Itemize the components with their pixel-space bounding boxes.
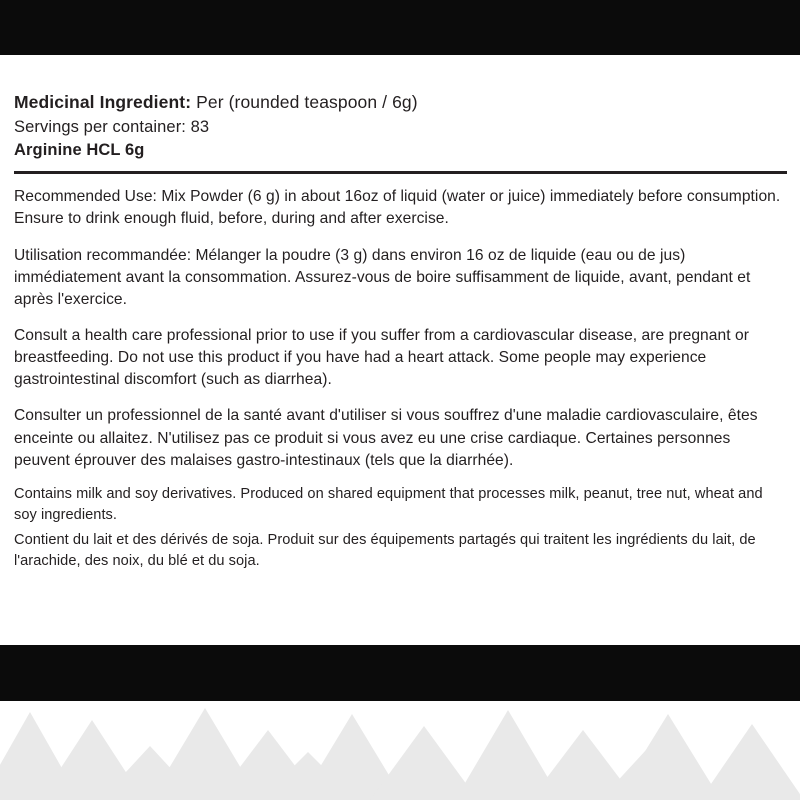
recommended-use-fr: Utilisation recommandée: Mélanger la poudre (3 g) dans environ 16 oz de liquide (eau ou de jus) immédiatement avant la consommation. Assurez-vous de boire suffisamment de liquide, avant, pendant et après l'exercice. bbox=[14, 246, 751, 308]
label-text-panel bbox=[0, 55, 800, 645]
allergen-statement-en: Contains milk and soy derivatives. Produced on shared equipment that processes milk, peanut, tree nut, wheat and soy ingredients. bbox=[14, 485, 763, 523]
bottom-black-bar bbox=[0, 645, 800, 701]
active-ingredient-amount: Arginine HCL 6g bbox=[14, 141, 145, 160]
warning-fr: Consulter un professionnel de la santé avant d'utiliser si vous souffrez d'une maladie cardiovasculaire, êtes enceinte ou allaitez. N'utilisez pas ce produit si vous avez eu une crise cardiaque. Certaines personnes peuvent éprouver des malaises gastro-intestinaux (tels que la diarrhée). bbox=[14, 407, 758, 469]
medicinal-ingredient-serving-size: Per (rounded teaspoon / 6g) bbox=[196, 92, 418, 112]
servings-per-container: Servings per container: 83 bbox=[14, 117, 210, 136]
triangle-pattern-bottom bbox=[0, 700, 800, 800]
recommended-use-en: Recommended Use: Mix Powder (6 g) in about 16oz of liquid (water or juice) immediately before consumption. Ensure to drink enough fluid, before, during and after exercise. bbox=[14, 188, 781, 228]
medicinal-ingredient-heading bbox=[14, 91, 782, 115]
top-black-bar bbox=[0, 0, 800, 55]
medicinal-ingredient-block bbox=[14, 91, 782, 163]
medicinal-ingredient-label: Medicinal Ingredient: bbox=[14, 92, 192, 112]
warning-en: Consult a health care professional prior to use if you suffer from a cardiovascular disease, are pregnant or breastfeeding. Do not use this product if you have had a heart attack. Some people may experience gastrointestinal discomfort (such as diarrhea). bbox=[14, 327, 749, 389]
section-divider bbox=[14, 171, 787, 174]
allergen-statement-fr: Contient du lait et des dérivés de soja. Produit sur des équipements partagés qui traitent les ingrédients du lait, de l'arachide, des noix, du blé et du soja. bbox=[14, 531, 756, 569]
